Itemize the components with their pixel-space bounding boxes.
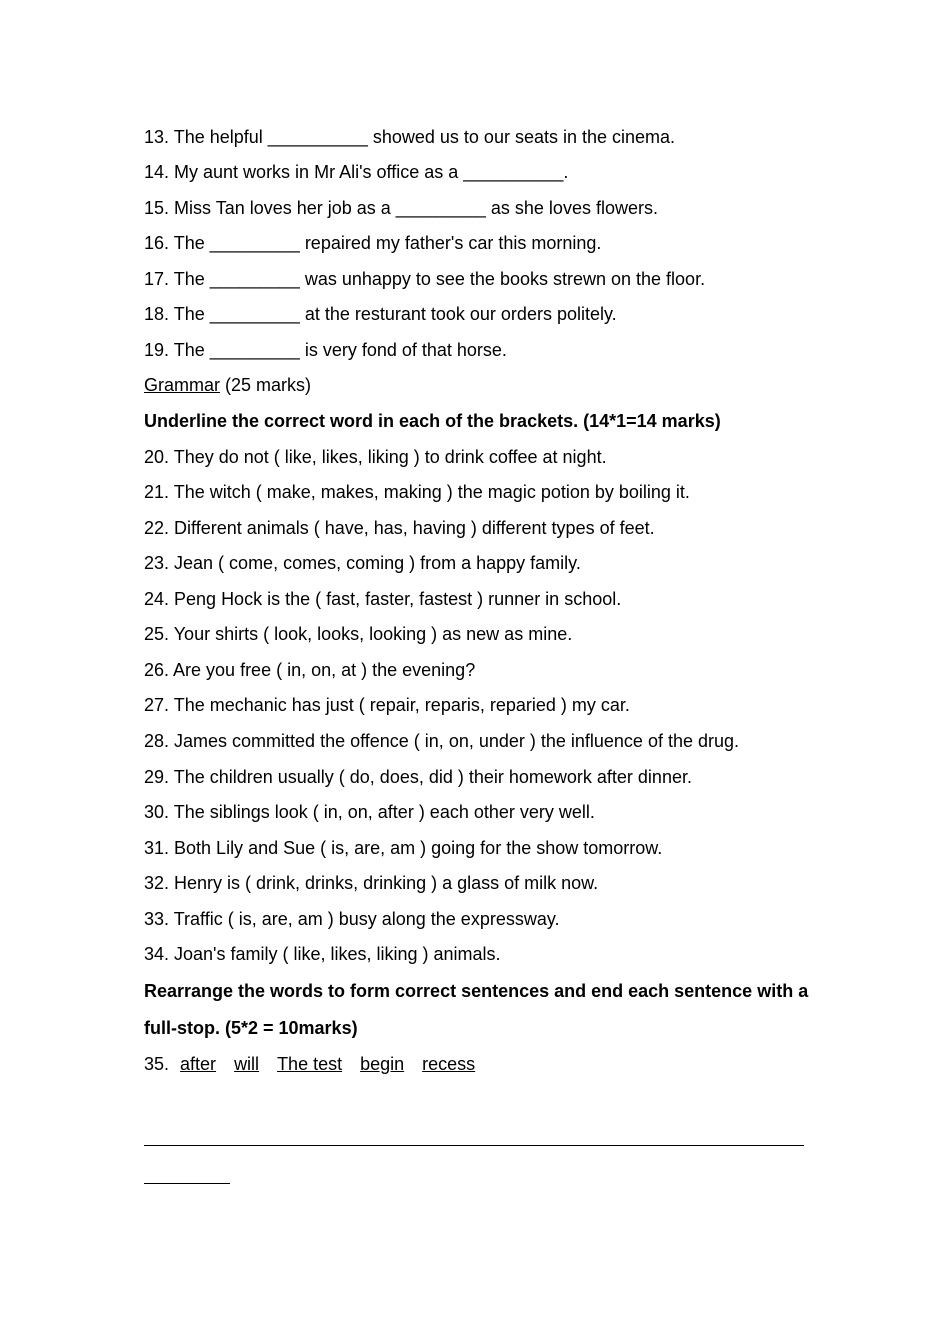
question-21: 21. The witch ( make, makes, making ) the magic potion by boiling it. bbox=[144, 482, 690, 502]
grammar-marks: (25 marks) bbox=[220, 375, 312, 395]
question-24: 24. Peng Hock is the ( fast, faster, fastest ) runner in school. bbox=[144, 589, 622, 609]
question-23: 23. Jean ( come, comes, coming ) from a happy family. bbox=[144, 553, 581, 573]
question-19: 19. The _________ is very fond of that horse. bbox=[144, 340, 507, 360]
question-32: 32. Henry is ( drink, drinks, drinking ) a glass of milk now. bbox=[144, 873, 599, 893]
question-18: 18. The _________ at the resturant took our orders politely. bbox=[144, 304, 617, 324]
rearrange-instruction-line-1: Rearrange the words to form correct sentences and end each sentence with a bbox=[144, 981, 809, 1001]
question-16: 16. The _________ repaired my father's car this morning. bbox=[144, 233, 602, 253]
scrambled-word: The test bbox=[277, 1054, 343, 1074]
question-20: 20. They do not ( like, likes, liking ) to drink coffee at night. bbox=[144, 447, 607, 467]
question-22: 22. Different animals ( have, has, having ) different types of feet. bbox=[144, 518, 655, 538]
grammar-instruction: Underline the correct word in each of the brackets. (14*1=14 marks) bbox=[144, 411, 721, 431]
question-33: 33. Traffic ( is, are, am ) busy along the expressway. bbox=[144, 909, 560, 929]
question-31: 31. Both Lily and Sue ( is, are, am ) going for the show tomorrow. bbox=[144, 838, 663, 858]
scrambled-word: will bbox=[234, 1054, 260, 1074]
question-27: 27. The mechanic has just ( repair, reparis, reparied ) my car. bbox=[144, 695, 630, 715]
scrambled-word: begin bbox=[360, 1054, 405, 1074]
rearrange-instruction-line-2: full-stop. (5*2 = 10marks) bbox=[144, 1018, 358, 1038]
answer-line[interactable] bbox=[144, 1145, 804, 1146]
grammar-title: Grammar bbox=[144, 375, 220, 395]
question-34: 34. Joan's family ( like, likes, liking ) animals. bbox=[144, 944, 501, 964]
question-30: 30. The siblings look ( in, on, after ) each other very well. bbox=[144, 802, 595, 822]
grammar-section-heading bbox=[144, 374, 311, 396]
scrambled-word: recess bbox=[422, 1054, 476, 1074]
question-35-number: 35. bbox=[144, 1054, 170, 1074]
question-14: 14. My aunt works in Mr Ali's office as a __________. bbox=[144, 162, 569, 182]
question-17: 17. The _________ was unhappy to see the books strewn on the floor. bbox=[144, 269, 706, 289]
question-35 bbox=[144, 1053, 493, 1075]
answer-line-continuation[interactable] bbox=[144, 1183, 230, 1184]
question-29: 29. The children usually ( do, does, did ) their homework after dinner. bbox=[144, 767, 692, 787]
scrambled-word: after bbox=[180, 1054, 217, 1074]
question-28: 28. James committed the offence ( in, on, under ) the influence of the drug. bbox=[144, 731, 740, 751]
question-25: 25. Your shirts ( look, looks, looking ) as new as mine. bbox=[144, 624, 573, 644]
question-13: 13. The helpful __________ showed us to our seats in the cinema. bbox=[144, 127, 676, 147]
question-15: 15. Miss Tan loves her job as a _________ as she loves flowers. bbox=[144, 198, 658, 218]
question-26: 26. Are you free ( in, on, at ) the evening? bbox=[144, 660, 476, 680]
